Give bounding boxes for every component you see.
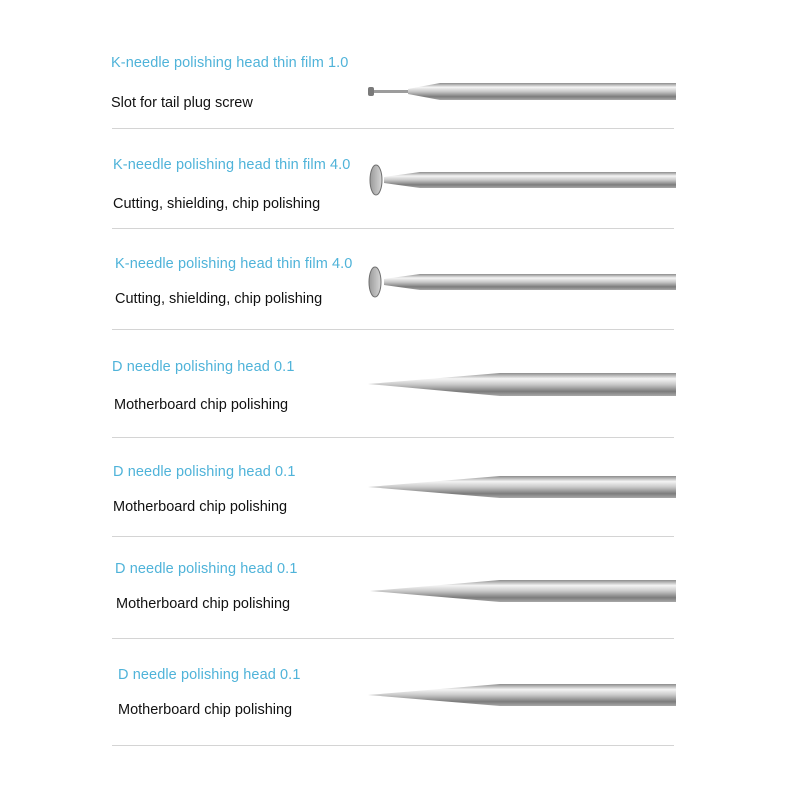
item-title: K-needle polishing head thin film 4.0 (115, 256, 353, 272)
d-needle-tool-image (360, 364, 676, 404)
k-needle-disc-tool-image (360, 262, 676, 302)
item-description: Cutting, shielding, chip polishing (113, 196, 321, 212)
item-title: D needle polishing head 0.1 (113, 464, 296, 480)
item-description: Motherboard chip polishing (114, 397, 289, 413)
divider (112, 329, 674, 330)
item-description: Motherboard chip polishing (118, 702, 293, 718)
k-needle-small-tool-image (360, 72, 676, 112)
divider (112, 128, 674, 129)
k-needle-disc-tool-image (360, 160, 676, 200)
item-description: Cutting, shielding, chip polishing (115, 291, 323, 307)
divider (112, 437, 674, 438)
item-title: K-needle polishing head thin film 1.0 (111, 55, 349, 71)
divider (112, 536, 674, 537)
d-needle-tool-image (360, 675, 676, 715)
item-title: D needle polishing head 0.1 (118, 667, 301, 683)
item-title: D needle polishing head 0.1 (115, 561, 298, 577)
d-needle-tool-image (360, 571, 676, 611)
divider (112, 638, 674, 639)
item-description: Slot for tail plug screw (111, 95, 253, 111)
item-title: D needle polishing head 0.1 (112, 359, 295, 375)
divider (112, 745, 674, 746)
item-description: Motherboard chip polishing (116, 596, 291, 612)
item-title: K-needle polishing head thin film 4.0 (113, 157, 351, 173)
item-description: Motherboard chip polishing (113, 499, 288, 515)
d-needle-tool-image (360, 467, 676, 507)
divider (112, 228, 674, 229)
